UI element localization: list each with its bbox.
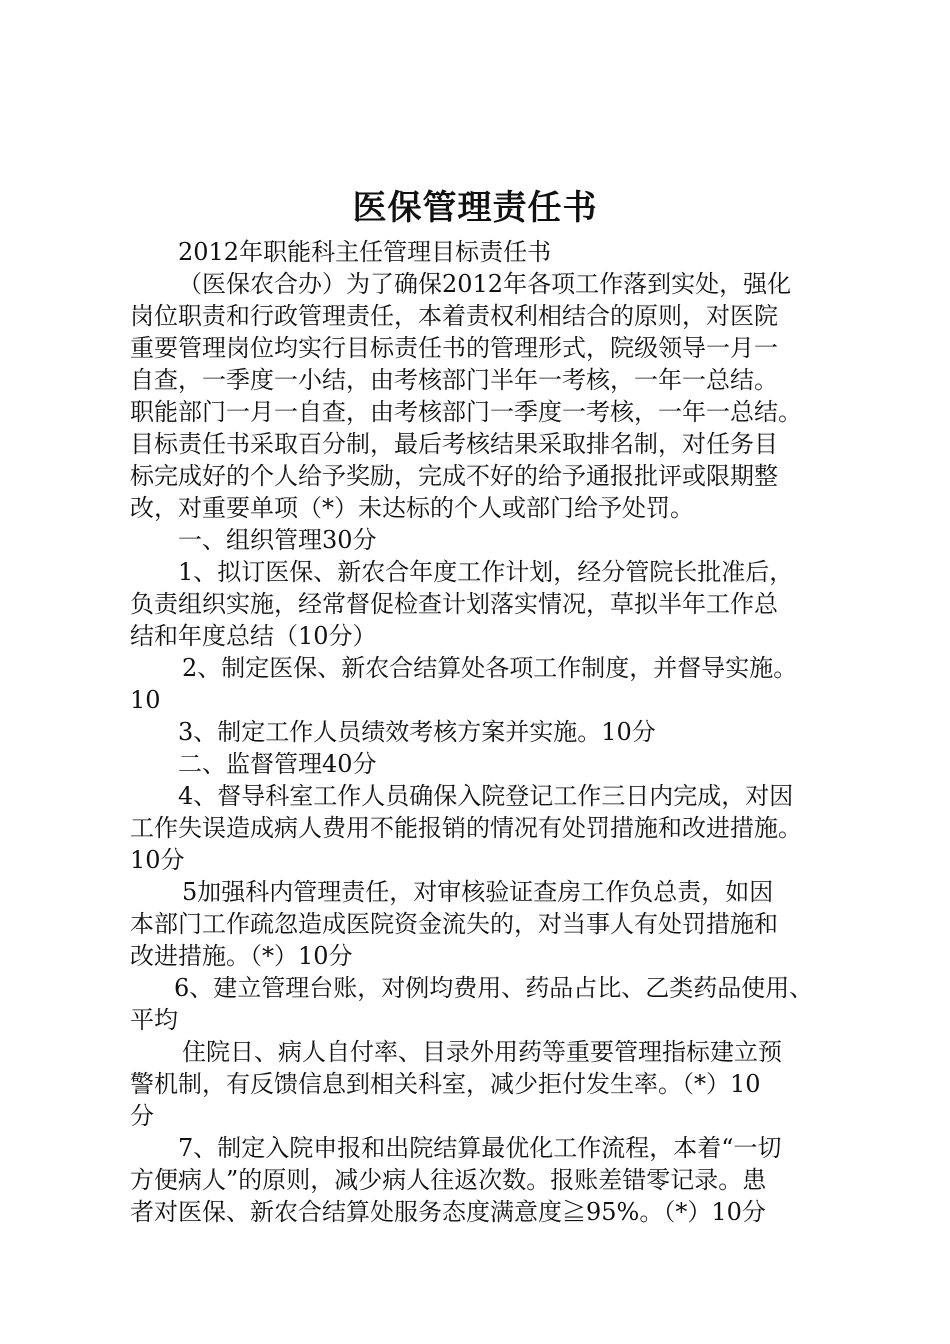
- paragraph-line: 标完成好的个人给予奖励，完成不好的给予通报批评或限期整: [130, 462, 778, 490]
- paragraph-line: 本部门工作疏忽造成医院资金流失的，对当事人有处罚措施和: [130, 910, 778, 938]
- paragraph: [130, 1036, 842, 1132]
- paragraph: [130, 1132, 842, 1228]
- paragraph-line: 2012年职能科主任管理目标责任书: [178, 238, 552, 266]
- paragraph-line: 一、组织管理30分: [178, 526, 377, 554]
- paragraph-line: 自查，一季度一小结，由考核部门半年一考核，一年一总结。: [130, 366, 778, 394]
- paragraph: [130, 268, 842, 524]
- paragraph-line: 4、督导科室工作人员确保入院登记工作三日内完成，对因: [178, 782, 794, 810]
- paragraph-line: 负责组织实施，经常督促检查计划落实情况，草拟半年工作总: [130, 590, 778, 618]
- paragraph-line: 分: [130, 1102, 154, 1130]
- paragraph: [130, 716, 842, 748]
- paragraph-line: 平均: [130, 1006, 178, 1034]
- paragraph-line: 3、制定工作人员绩效考核方案并实施。10分: [178, 718, 656, 746]
- paragraph: [130, 972, 842, 1036]
- paragraph-line: 重要管理岗位均实行目标责任书的管理形式，院级领导一月一: [130, 334, 778, 362]
- paragraph-line: 改，对重要单项（*）未达标的个人或部门给予处罚。: [130, 494, 694, 522]
- paragraph: [130, 652, 842, 716]
- document-title: 医保管理责任书: [352, 188, 598, 228]
- paragraph-line: 者对医保、新农合结算处服务态度满意度≧95%。（*）10分: [130, 1198, 766, 1226]
- document-body: [130, 236, 842, 1228]
- paragraph-line: 10: [130, 686, 161, 714]
- paragraph: [130, 524, 842, 556]
- paragraph: [130, 236, 842, 268]
- paragraph-line: 岗位职责和行政管理责任，本着责权利相结合的原则，对医院: [130, 302, 778, 330]
- paragraph: [130, 556, 842, 652]
- paragraph-line: 住院日、病人自付率、目录外用药等重要管理指标建立预: [182, 1038, 782, 1066]
- paragraph: [130, 876, 842, 972]
- paragraph-line: 方便病人”的原则，减少病人往返次数。报账差错零记录。患: [130, 1166, 767, 1194]
- paragraph-line: 5加强科内管理责任，对审核验证查房工作负总责，如因: [182, 878, 774, 906]
- paragraph-line: 2、制定医保、新农合结算处各项工作制度，并督导实施。: [182, 654, 798, 682]
- paragraph: [130, 748, 842, 780]
- paragraph-line: 1、拟订医保、新农合年度工作计划，经分管院长批准后，: [178, 558, 794, 586]
- paragraph: [130, 780, 842, 876]
- paragraph-line: 目标责任书采取百分制，最后考核结果采取排名制，对任务目: [130, 430, 778, 458]
- paragraph-line: 警机制，有反馈信息到相关科室，减少拒付发生率。（*）10: [130, 1070, 761, 1098]
- paragraph-line: 工作失误造成病人费用不能报销的情况有处罚措施和改进措施。: [130, 814, 802, 842]
- paragraph-line: 二、监督管理40分: [178, 750, 377, 778]
- paragraph-line: 结和年度总结（10分）: [130, 622, 377, 650]
- paragraph-line: （医保农合办）为了确保2012年各项工作落到实处，强化: [178, 270, 792, 298]
- paragraph-line: 7、制定入院申报和出院结算最优化工作流程，本着“一切: [178, 1134, 782, 1162]
- paragraph-line: 职能部门一月一自查，由考核部门一季度一考核，一年一总结。: [130, 398, 802, 426]
- paragraph-line: 改进措施。（*）10分: [130, 942, 353, 970]
- paragraph-line: 10分: [130, 846, 185, 874]
- paragraph-line: 6、建立管理台账，对例均费用、药品占比、乙类药品使用、: [174, 974, 814, 1002]
